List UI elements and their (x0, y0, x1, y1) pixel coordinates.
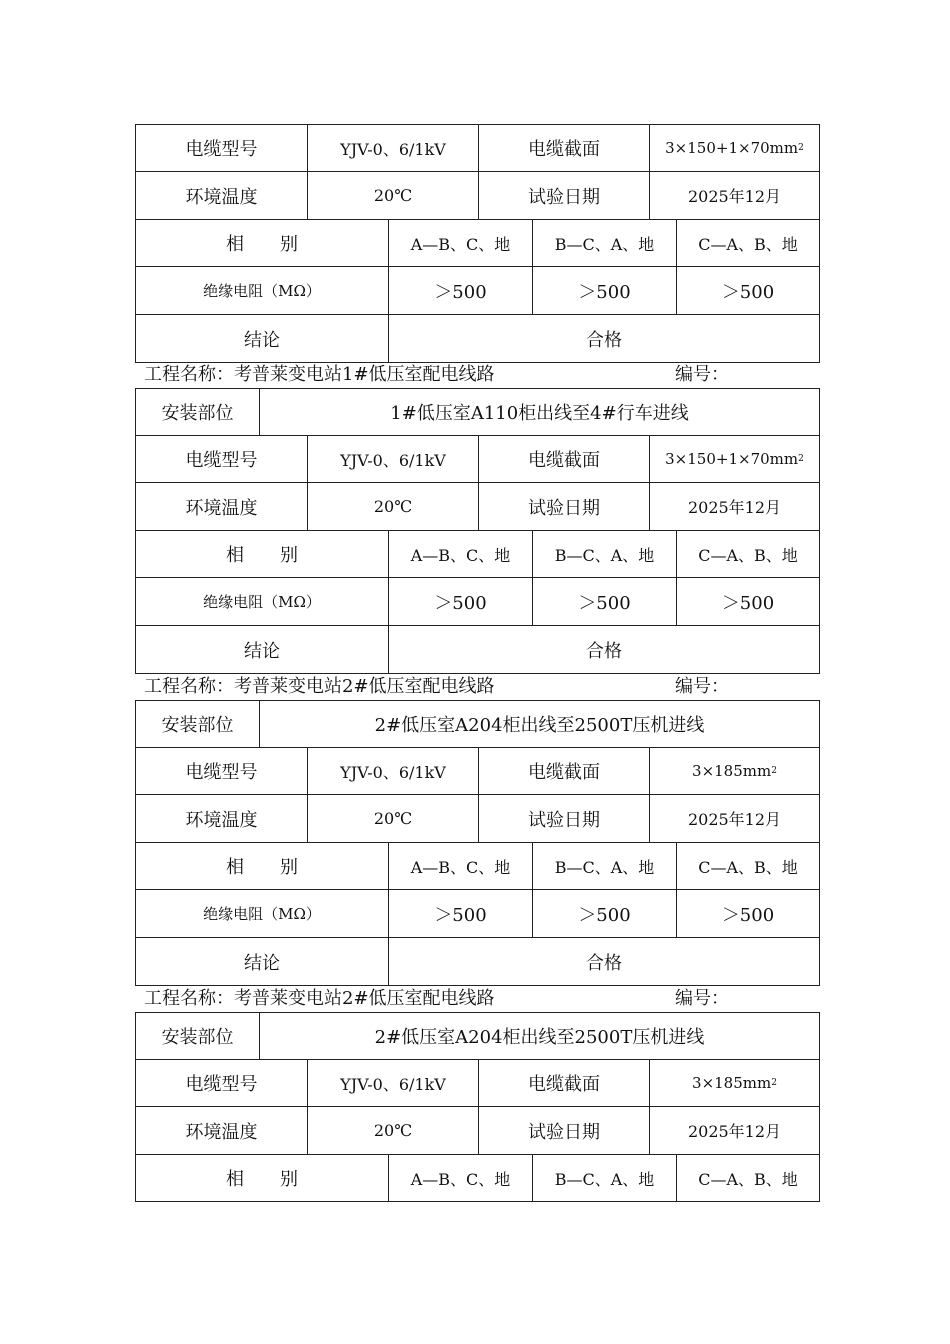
cable-model-value: YJV-0、6/1kV (307, 436, 478, 482)
test-table-block-3 (135, 700, 820, 986)
install-location-label: 安装部位 (161, 715, 234, 736)
cable-section-label: 电缆截面 (478, 748, 649, 794)
project-caption (144, 363, 820, 387)
insulation-label: 绝缘电阻（MΩ） (203, 282, 321, 300)
install-location-value: 2#低压室A204柜出线至2500T压机进线 (259, 1013, 819, 1059)
phase-a-label: A—B、C、地 (388, 531, 532, 577)
phase-c-label: C—A、B、地 (676, 843, 819, 889)
project-name: 考普莱变电站1#低压室配电线路 (234, 364, 495, 385)
conclusion-row (135, 315, 820, 363)
location-row (135, 700, 820, 748)
cable-model-value: YJV-0、6/1kV (307, 125, 478, 171)
cable-model-label: 电缆型号 (185, 139, 258, 160)
phase-c-label: C—A、B、地 (676, 220, 819, 266)
cable-section-value: 3×185mm 2 (649, 748, 819, 794)
test-date-label: 试验日期 (478, 483, 649, 530)
cable-section-label: 电缆截面 (478, 436, 649, 482)
cable-section-value: 3×150+1×70mm 2 (649, 436, 819, 482)
phase-b-label: B—C、A、地 (532, 843, 676, 889)
ambient-temp-label: 环境温度 (185, 1121, 258, 1143)
phase-c-label: C—A、B、地 (676, 1155, 819, 1201)
test-table-block-1 (135, 124, 820, 363)
conclusion-row (135, 938, 820, 986)
test-date-label: 试验日期 (478, 172, 649, 219)
phase-a-label: A—B、C、地 (388, 220, 532, 266)
project-name: 考普莱变电站2#低压室配电线路 (234, 988, 495, 1009)
phase-label: 相 别 (226, 857, 298, 878)
test-table-block-2 (135, 388, 820, 674)
phase-label: 相 别 (226, 545, 298, 566)
insulation-a-value: ＞500 (388, 267, 532, 314)
phase-a-label: A—B、C、地 (388, 843, 532, 889)
location-row (135, 388, 820, 436)
code-label: 编号： (675, 988, 729, 1009)
insulation-b-value: ＞500 (532, 267, 676, 314)
cable-model-row (135, 436, 820, 483)
phase-a-label: A—B、C、地 (388, 1155, 532, 1201)
cable-model-row (135, 124, 820, 172)
test-table-block-4 (135, 1012, 820, 1202)
test-date-value: 2025年12月 (649, 172, 819, 219)
phase-b-label: B—C、A、地 (532, 220, 676, 266)
test-date-value: 2025年12月 (649, 795, 819, 842)
test-date-value: 2025年12月 (649, 483, 819, 530)
phase-b-label: B—C、A、地 (532, 531, 676, 577)
cable-model-label: 电缆型号 (185, 762, 258, 783)
phase-c-label: C—A、B、地 (676, 531, 819, 577)
conclusion-label: 结论 (244, 952, 280, 974)
cable-model-label: 电缆型号 (185, 1074, 258, 1095)
project-name: 考普莱变电站2#低压室配电线路 (234, 676, 495, 697)
project-prefix: 工程名称： (144, 364, 234, 385)
insulation-a-value: ＞500 (388, 890, 532, 937)
test-date-label: 试验日期 (478, 795, 649, 842)
cable-section-value: 3×185mm 2 (649, 1060, 819, 1106)
conclusion-label: 结论 (244, 640, 280, 662)
conclusion-value: 合格 (388, 626, 819, 673)
install-location-label: 安装部位 (161, 1027, 234, 1048)
conclusion-row (135, 626, 820, 674)
insulation-row (135, 267, 820, 315)
test-date-label: 试验日期 (478, 1107, 649, 1154)
phase-label: 相 别 (226, 234, 298, 255)
project-prefix: 工程名称： (144, 676, 234, 697)
cable-model-row (135, 1060, 820, 1107)
insulation-c-value: ＞500 (676, 890, 819, 937)
phase-row (135, 1155, 820, 1202)
ambient-temp-label: 环境温度 (185, 186, 258, 208)
env-row (135, 1107, 820, 1155)
project-caption (144, 675, 820, 699)
project-prefix: 工程名称： (144, 988, 234, 1009)
insulation-label: 绝缘电阻（MΩ） (203, 593, 321, 611)
phase-label: 相 别 (226, 1169, 298, 1190)
conclusion-label: 结论 (244, 329, 280, 351)
test-date-value: 2025年12月 (649, 1107, 819, 1154)
env-row (135, 795, 820, 843)
location-row (135, 1012, 820, 1060)
install-location-value: 1#低压室A110柜出线至4#行车进线 (259, 389, 819, 435)
phase-b-label: B—C、A、地 (532, 1155, 676, 1201)
ambient-temp-value: 20℃ (307, 1107, 478, 1154)
insulation-row (135, 890, 820, 938)
env-row (135, 172, 820, 220)
install-location-label: 安装部位 (161, 403, 234, 424)
cable-section-label: 电缆截面 (478, 125, 649, 171)
code-label: 编号： (675, 676, 729, 697)
ambient-temp-label: 环境温度 (185, 497, 258, 519)
project-caption (144, 987, 820, 1011)
ambient-temp-value: 20℃ (307, 795, 478, 842)
insulation-c-value: ＞500 (676, 267, 819, 314)
cable-section-value: 3×150+1×70mm 2 (649, 125, 819, 171)
insulation-b-value: ＞500 (532, 578, 676, 625)
cable-model-value: YJV-0、6/1kV (307, 748, 478, 794)
conclusion-value: 合格 (388, 938, 819, 985)
install-location-value: 2#低压室A204柜出线至2500T压机进线 (259, 701, 819, 747)
insulation-label: 绝缘电阻（MΩ） (203, 905, 321, 923)
ambient-temp-label: 环境温度 (185, 809, 258, 831)
ambient-temp-value: 20℃ (307, 483, 478, 530)
insulation-row (135, 578, 820, 626)
phase-row (135, 531, 820, 578)
cable-model-label: 电缆型号 (185, 450, 258, 471)
env-row (135, 483, 820, 531)
code-label: 编号： (675, 364, 729, 385)
insulation-a-value: ＞500 (388, 578, 532, 625)
cable-model-value: YJV-0、6/1kV (307, 1060, 478, 1106)
conclusion-value: 合格 (388, 315, 819, 362)
phase-row (135, 843, 820, 890)
phase-row (135, 220, 820, 267)
insulation-b-value: ＞500 (532, 890, 676, 937)
cable-model-row (135, 748, 820, 795)
ambient-temp-value: 20℃ (307, 172, 478, 219)
insulation-c-value: ＞500 (676, 578, 819, 625)
cable-section-label: 电缆截面 (478, 1060, 649, 1106)
